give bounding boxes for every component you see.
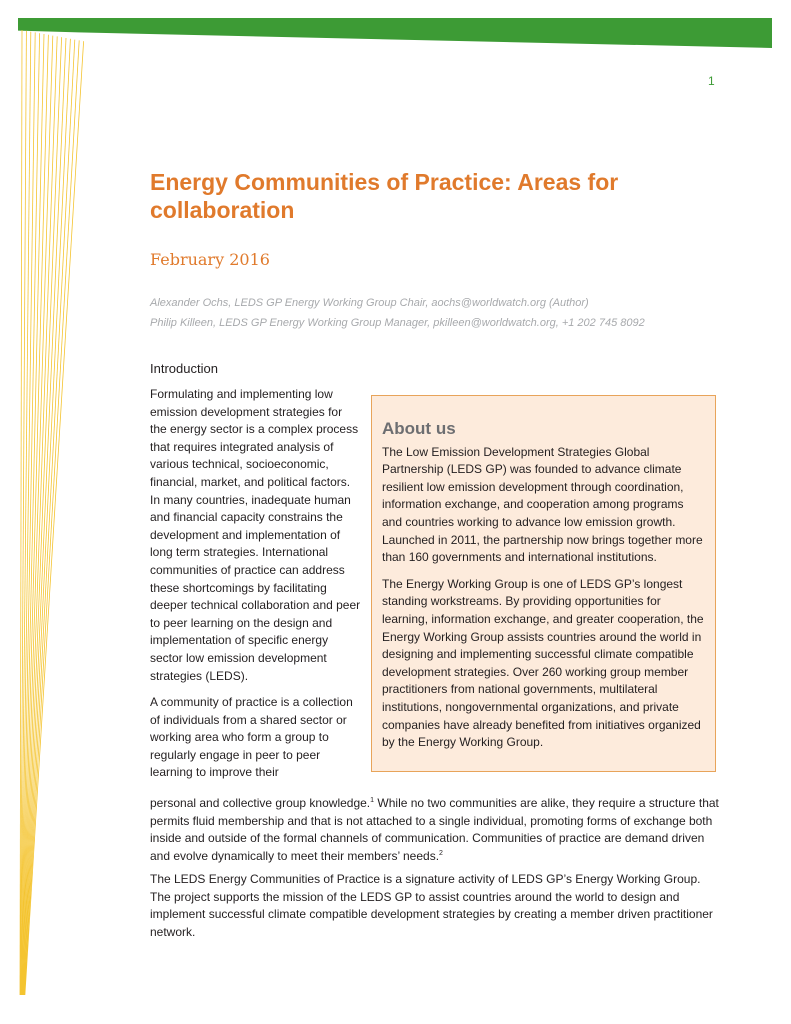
- paragraph-text: While no two communities are alike, they require a structure that permits fluid membership and that is not attached to a single individual, promoting forms of exchange both inside and outside of the formal channels of communication. Communities of practice are demand driven and evolve dynamically to meet their members’ needs.: [150, 796, 719, 863]
- decorative-ray-line: [25, 41, 84, 995]
- intro-paragraph: A community of practice is a collection of individuals from a shared sector or working area who form a group to regularly engage in peer to peer learning to improve their: [150, 695, 353, 780]
- header-green-bar: [18, 18, 772, 48]
- footnote-marker[interactable]: 1: [370, 797, 375, 804]
- intro-paragraph-continued: [150, 795, 720, 865]
- about-us-box: [371, 395, 716, 772]
- section-heading: Introduction: [150, 361, 218, 376]
- about-title: About us: [382, 419, 456, 438]
- paragraph-text: personal and collective group knowledge.: [150, 796, 371, 810]
- intro-paragraph: Formulating and implementing low emission development strategies for the energy sector is a complex process that requires integrated analysis of various technical, socioeconomic, financial, market, and political factors. In many countries, inadequate human and financial capacity constrains the development and implementation of long term strategies. International communities of practice can address these shortcomings by facilitating deeper technical collaboration and peer to peer learning on the design and implementation of specific energy sector low emission development strategies (LEDS).: [150, 387, 361, 683]
- intro-column: [150, 386, 362, 791]
- document-date: February 2016: [150, 250, 270, 269]
- intro-paragraph: [150, 871, 720, 941]
- author-line: Philip Killeen, LEDS GP Energy Working Group Manager, pkilleen@worldwatch.org, +1 202 745 8092: [150, 317, 645, 329]
- page-number: 1: [708, 74, 715, 88]
- decorative-ray-line: [24, 40, 75, 995]
- author-line: Alexander Ochs, LEDS GP Energy Working Group Chair, aochs@worldwatch.org (Author): [150, 297, 589, 309]
- footnote-marker[interactable]: 2: [439, 849, 443, 857]
- document-title: Energy Communities of Practice: Areas for collaboration: [150, 169, 619, 223]
- paragraph-text: The LEDS Energy Communities of Practice is a signature activity of LEDS GP’s Energy Working Group. The project supports the mission of the LEDS GP to assist countries around the world to design and implement successful climate compatible development strategies by creating a member driven practitioner network.: [150, 872, 713, 939]
- about-paragraph: The Energy Working Group is one of LEDS GP’s longest standing workstreams. By providing opportunities for learning, information exchange, and greater cooperation, the Energy Working Group assists countries around the world in designing and implementing successful climate compatible development strategies. Over 260 working group member practitioners from national governments, multilateral institutions, nongovernmental organizations, and private companies have already benefited from initiatives organized by the Energy Working Group.: [382, 576, 704, 750]
- about-paragraph: The Low Emission Development Strategies Global Partnership (LEDS GP) was founded to advance climate resilient low emission development through coordination, information exchange, and cooperation among programs and countries working to advance low emission growth. Launched in 2011, the partnership now brings together more than 160 governments and international institutions.: [382, 444, 703, 565]
- decorative-ray-line: [22, 36, 52, 995]
- decorative-rays: [0, 0, 110, 1024]
